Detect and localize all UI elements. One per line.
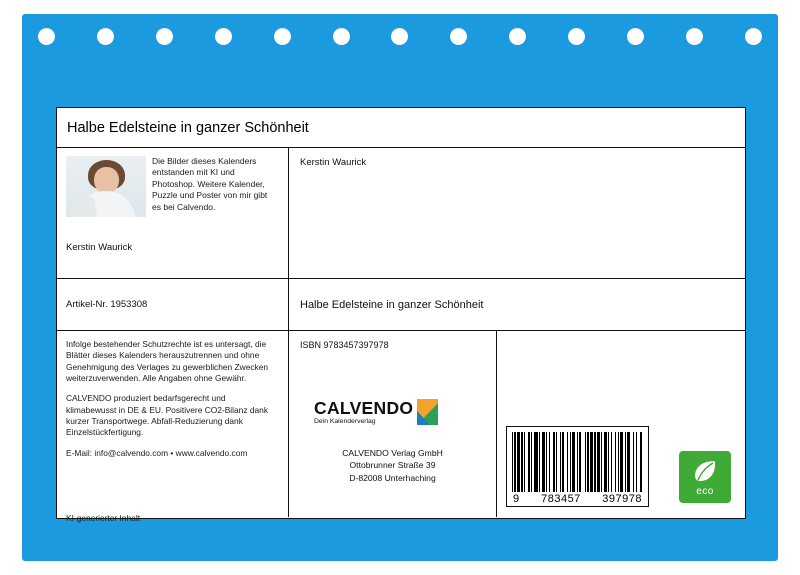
punch-hole	[333, 28, 350, 45]
legal-paragraph-1: Infolge bestehender Schutzrechte ist es untersagt, die Blätter dieses Kalenders herauszutrennen und ohne Genehmigung des Verlages zu gewerblichen Zwecken weiterzuverwenden. Alle Angaben ohne Gewähr.	[66, 339, 269, 384]
barcode	[506, 426, 649, 507]
article-title-cell	[289, 279, 745, 330]
page-title: Halbe Edelsteine in ganzer Schönheit	[67, 119, 309, 136]
punch-hole	[450, 28, 467, 45]
legal-paragraph-2: CALVENDO produziert bedarfsgerecht und klimabewusst in DE & EU. Positivere CO2-Bilanz dank kurzer Transportwege. Abfall-Reduzierung dank Einzelstückfertigung.	[66, 393, 269, 438]
legal-contact: E-Mail: info@calvendo.com • www.calvendo.com	[66, 447, 248, 458]
publisher-address	[289, 447, 496, 484]
punch-hole	[97, 28, 114, 45]
punch-hole	[627, 28, 644, 45]
publisher-address-line2: Ottobrunner Straße 39	[349, 460, 436, 471]
barcode-digit-left: 9	[513, 493, 520, 505]
barcode-digits	[512, 492, 643, 505]
portrait-shoulder	[68, 196, 97, 217]
author-row	[57, 148, 745, 279]
author-cell	[57, 148, 289, 278]
barcode-cell	[497, 331, 745, 517]
logo-wordmark: CALVENDO	[314, 397, 414, 418]
punch-hole	[686, 28, 703, 45]
legal-cell	[57, 331, 289, 523]
punch-hole	[215, 28, 232, 45]
author-name-cell	[289, 148, 745, 278]
barcode-digit-group2: 397978	[602, 493, 642, 505]
title-row	[57, 108, 745, 148]
article-title: Halbe Edelsteine in ganzer Schönheit	[300, 298, 484, 311]
barcode-bar	[642, 432, 643, 492]
eco-badge	[679, 451, 731, 503]
author-portrait	[66, 156, 146, 217]
punch-hole-row	[22, 28, 778, 54]
punch-hole	[391, 28, 408, 45]
punch-hole	[274, 28, 291, 45]
punch-hole	[38, 28, 55, 45]
author-name-right: Kerstin Waurick	[300, 157, 367, 168]
bottom-row	[57, 331, 745, 523]
author-name: Kerstin Waurick	[66, 242, 133, 253]
publisher-address-line3: D-82008 Unterhaching	[349, 472, 436, 483]
barcode-bars	[512, 432, 643, 492]
article-number-cell	[57, 279, 289, 330]
barcode-digit-group1: 783457	[541, 493, 581, 505]
calvendo-logo	[314, 399, 478, 426]
author-description: Die Bilder dieses Kalenders entstanden mit KI und Photoshop. Weitere Kalender, Puzzle und Poster von mir gibt es bei Calvendo.	[152, 156, 268, 212]
ai-content-note: KI-generierter Inhalt	[66, 513, 141, 523]
calvendo-mark-icon	[417, 399, 438, 425]
publisher-cell	[289, 331, 497, 517]
leaf-icon	[692, 458, 718, 484]
punch-hole	[509, 28, 526, 45]
punch-hole	[156, 28, 173, 45]
portrait-face	[94, 167, 119, 194]
eco-label: eco	[696, 486, 714, 497]
punch-hole	[568, 28, 585, 45]
article-number: Artikel-Nr. 1953308	[66, 299, 148, 310]
article-row	[57, 279, 745, 331]
isbn-text: ISBN 9783457397978	[300, 340, 389, 350]
publisher-address-line1: CALVENDO Verlag GmbH	[342, 448, 443, 458]
info-panel	[56, 107, 746, 523]
punch-hole	[745, 28, 762, 45]
logo-tagline: Dein Kalenderverlag	[314, 418, 376, 426]
